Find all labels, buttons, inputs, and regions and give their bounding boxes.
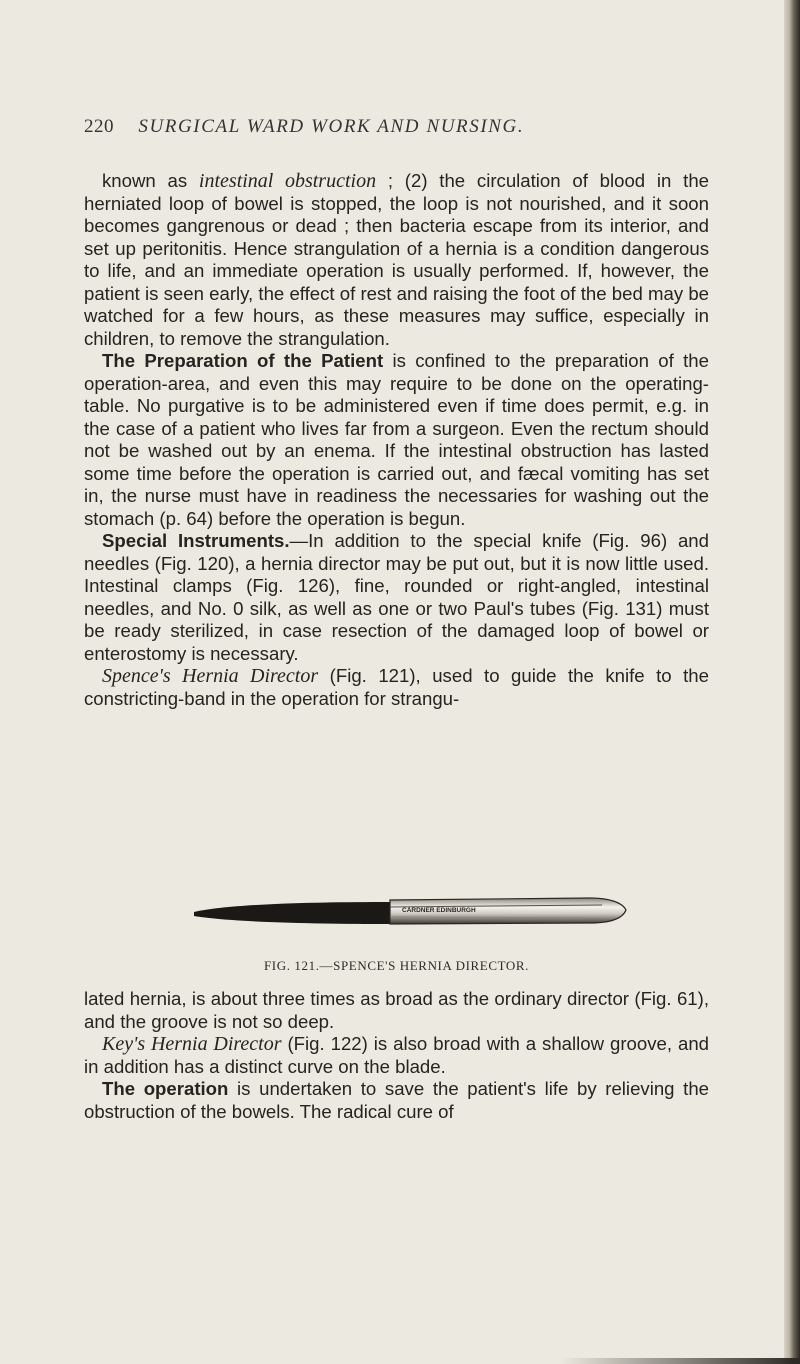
paragraph bbox=[84, 1033, 709, 1078]
page-edge-shadow bbox=[784, 0, 800, 1364]
paragraph bbox=[84, 665, 709, 710]
run-in-heading: The operation bbox=[102, 1078, 229, 1099]
running-head bbox=[84, 116, 724, 138]
paragraph bbox=[84, 1078, 709, 1123]
director-handle bbox=[194, 902, 390, 924]
body-text-lower bbox=[84, 988, 709, 1123]
paragraph-text: —In addition to the special knife (Fig. 96) and needles (Fig. 120), a hernia director may be put out, but it is now little used. Intestinal clamps (Fig. 126), fine, rounded or right-angled, intestinal needles, and No. 0 silk, as well as one or two Paul's tubes (Fig. 131) must be ready sterilized, in case resection of the damaged loop of bowel or enterostomy is necessary. bbox=[84, 530, 709, 664]
page-number: 220 bbox=[84, 116, 114, 137]
italic-phrase: Key's Hernia Director bbox=[102, 1033, 282, 1055]
paragraph bbox=[84, 170, 709, 350]
paragraph bbox=[84, 988, 709, 1033]
hernia-director-illustration bbox=[190, 890, 630, 930]
run-in-heading: Special Instruments. bbox=[102, 530, 290, 551]
paragraph-text: known as bbox=[102, 170, 199, 191]
run-in-heading: The Preparation of the Patient bbox=[102, 350, 384, 371]
italic-phrase: intestinal obstruction bbox=[198, 170, 377, 192]
paragraph-text: ; (2) the circulation of blood in the herniated loop of bowel is stopped, the loop is not nourished, and it soon becomes gangrenous or dead ; then bacteria escape from its interior, and set up peritonitis. Hence strangulation of a hernia is a condition dangerous to life, and an immediate operation is usually performed. If, however, the patient is seen early, the effect of rest and raising the foot of the bed may be watched for a few hours, as these measures may suffice, especially in children, to remove the strangulation. bbox=[84, 170, 709, 349]
paragraph-text: (Fig. 121), used to guide the knife to the constricting-band in the operation for strangu- bbox=[84, 665, 709, 709]
page-bottom-shadow bbox=[560, 1358, 800, 1364]
italic-phrase: Spence's Hernia Director bbox=[102, 665, 319, 687]
maker-stamp: CARDNER EDINBURGH bbox=[402, 907, 476, 914]
running-title: SURGICAL WARD WORK AND NURSING. bbox=[138, 116, 525, 137]
paragraph-text: is confined to the preparation of the operation-area, and even this may require to be done on the operating-table. No purgative is to be administered even if time does permit, e.g. in the case of a patient who lives far from a surgeon. Even the rectum should not be washed out by an enema. If the intestinal obstruction has lasted some time before the operation is carried out, and fæcal vomiting has set in, the nurse must have in readiness the necessaries for washing out the stomach (p. 64) before the operation is begun. bbox=[84, 350, 709, 529]
paragraph-text: is undertaken to save the patient's life by relieving the obstruction of the bowels. The radical cure of bbox=[84, 1078, 709, 1122]
paragraph-text: (Fig. 122) is also broad with a shallow groove, and in addition has a distinct curve on the blade. bbox=[84, 1033, 709, 1077]
paragraph-text: lated hernia, is about three times as broad as the ordinary director (Fig. 61), and the groove is not so deep. bbox=[84, 988, 709, 1032]
paragraph bbox=[84, 530, 709, 665]
body-text-upper bbox=[84, 170, 709, 710]
paragraph bbox=[84, 350, 709, 530]
figure-caption: FIG. 121.—SPENCE'S HERNIA DIRECTOR. bbox=[263, 958, 530, 973]
